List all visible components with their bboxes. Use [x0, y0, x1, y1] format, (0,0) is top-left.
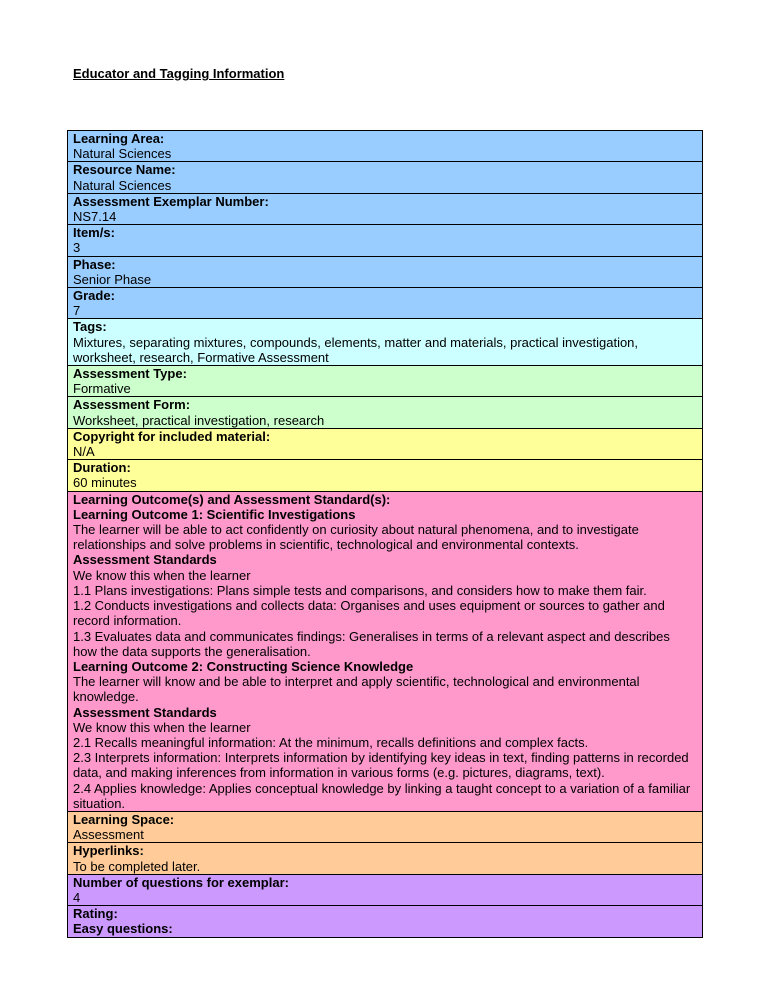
- copyright-label: Copyright for included material:: [73, 428, 271, 444]
- row-resource-name: [68, 162, 703, 193]
- row-duration: [68, 460, 703, 491]
- duration-label: Duration:: [73, 460, 131, 476]
- page-heading: Educator and Tagging Information: [73, 66, 285, 81]
- rating-label: Rating:: [73, 906, 118, 922]
- grade-value: 7: [73, 303, 81, 319]
- learning-area-value: Natural Sciences: [73, 146, 172, 162]
- lo1-text: The learner will be able to act confidently on curiosity about natural phenomena, and to investigate relationships and solve problems in scientific, technological and environmental contexts.: [73, 522, 639, 553]
- row-assessment-type: [68, 366, 703, 397]
- items-value: 3: [73, 240, 81, 256]
- outcomes-label: Learning Outcome(s) and Assessment Standard(s):: [73, 491, 391, 507]
- learning-area-label: Learning Area:: [73, 131, 165, 146]
- as2-intro: We know this when the learner: [73, 719, 251, 735]
- phase-value: Senior Phase: [73, 271, 152, 287]
- num-questions-value: 4: [73, 889, 81, 905]
- assessment-form-value: Worksheet, practical investigation, research: [73, 412, 325, 428]
- row-grade: [68, 288, 703, 319]
- as1-intro: We know this when the learner: [73, 567, 251, 583]
- as1-item: 1.1 Plans investigations: Plans simple tests and comparisons, and considers how to make them fair.: [73, 582, 647, 598]
- lo2-title: Learning Outcome 2: Constructing Science Knowledge: [73, 658, 414, 674]
- learning-space-label: Learning Space:: [73, 811, 175, 827]
- row-hyperlinks: [68, 843, 703, 874]
- row-copyright: [68, 428, 703, 459]
- num-questions-label: Number of questions for exemplar:: [73, 874, 289, 890]
- as1-item: 1.2 Conducts investigations and collects data: Organises and uses equipment or sources to gather and record information.: [73, 598, 665, 629]
- learning-space-value: Assessment: [73, 827, 144, 843]
- exemplar-number-value: NS7.14: [73, 209, 117, 225]
- items-label: Item/s:: [73, 225, 115, 241]
- row-exemplar-number: [68, 193, 703, 224]
- exemplar-number-label: Assessment Exemplar Number:: [73, 193, 269, 209]
- tags-label: Tags:: [73, 319, 107, 335]
- row-assessment-form: [68, 397, 703, 428]
- phase-label: Phase:: [73, 256, 116, 272]
- row-learning-space: [68, 811, 703, 842]
- resource-name-label: Resource Name:: [73, 162, 176, 178]
- row-items: [68, 225, 703, 256]
- lo2-text: The learner will know and be able to interpret and apply scientific, technological and environmental knowledge.: [73, 674, 640, 705]
- assessment-form-label: Assessment Form:: [73, 397, 191, 413]
- as2-title: Assessment Standards: [73, 704, 217, 720]
- as1-title: Assessment Standards: [73, 552, 217, 568]
- assessment-type-label: Assessment Type:: [73, 366, 187, 382]
- row-learning-area: [68, 131, 703, 162]
- grade-label: Grade:: [73, 288, 115, 304]
- row-num-questions: [68, 874, 703, 905]
- duration-value: 60 minutes: [73, 475, 137, 491]
- assessment-type-value: Formative: [73, 381, 131, 397]
- as2-item: 2.3 Interprets information: Interprets information by identifying key ideas in text, finding patterns in recorded data, and making inferences from information in various forms (e.g. pictures, diagrams, text).: [73, 750, 689, 781]
- row-outcomes: [68, 491, 703, 811]
- hyperlinks-value: To be completed later.: [73, 858, 201, 874]
- as2-item: 2.4 Applies knowledge: Applies conceptual knowledge by linking a taught concept to a variation of a familiar situation.: [73, 780, 691, 811]
- as2-item: 2.1 Recalls meaningful information: At the minimum, recalls definitions and complex facts.: [73, 734, 589, 750]
- tagging-table: [67, 130, 703, 938]
- copyright-value: N/A: [73, 444, 95, 460]
- as1-item: 1.3 Evaluates data and communicates findings: Generalises in terms of a relevant aspect and describes how the data supports the generalisation.: [73, 628, 670, 659]
- row-phase: [68, 256, 703, 287]
- lo1-title: Learning Outcome 1: Scientific Investigations: [73, 506, 356, 522]
- row-tags: [68, 319, 703, 366]
- tags-value: Mixtures, separating mixtures, compounds, elements, matter and materials, practical investigation, worksheet, research, Formative Assessment: [73, 334, 639, 365]
- hyperlinks-label: Hyperlinks:: [73, 843, 144, 859]
- resource-name-value: Natural Sciences: [73, 177, 172, 193]
- rating-easy-label: Easy questions:: [73, 921, 173, 937]
- row-rating: [68, 906, 703, 937]
